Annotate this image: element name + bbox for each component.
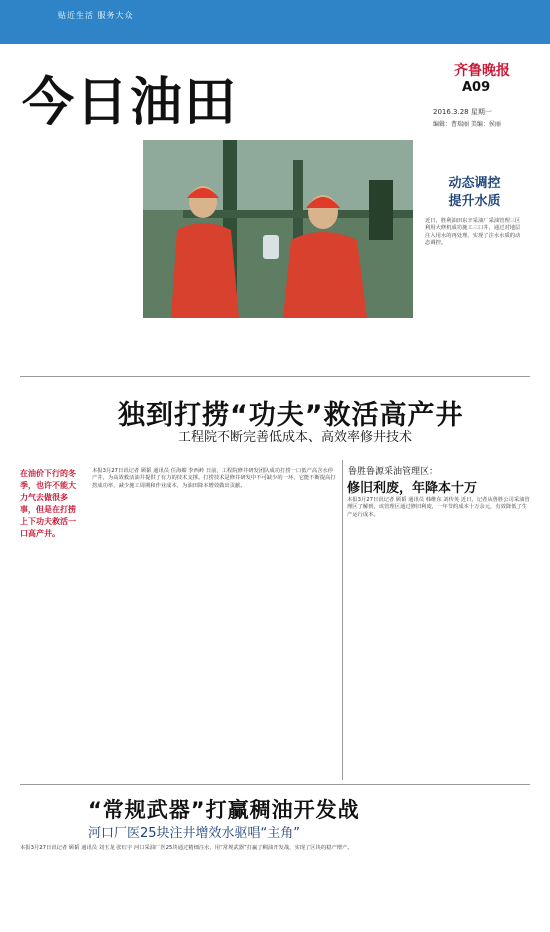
date-line: 2016.3.28 星期一	[433, 108, 492, 116]
story3-subheadline: 河口厂医25块注井增效水驱唱“主角”	[88, 826, 301, 841]
story3-body: 本报3月27日讯记者 顾韬 通讯员 刘玉龙 张红宇 河口采油厂医25块通过精细注水，用“常规武器”打赢了稠油开发战，实现了区块的稳产增产。	[20, 845, 353, 851]
column-divider	[342, 460, 343, 780]
page-title: 今日油田	[22, 72, 239, 133]
story-body: 本报3月27日讯记者 顾韬 通讯员 任海媚 李西岭 日前，工程院修井研发团队成功打捞一口低产高含水停产井，为高效救活油井提供了有力的技术支撑。打捞技术是修井研发中不可缺少的一环，它能不断提高打捞成功率，减少施工周期和作业成本，为油田降本增效做出贡献。	[92, 468, 336, 489]
newspaper-logo: 齐鲁晚报	[454, 63, 510, 79]
editors-line: 编辑：曹瑞丽 美编：侯丽	[433, 121, 501, 128]
side-story-title: 动态调控 提升水质	[448, 176, 501, 209]
workers-photo-illustration	[143, 140, 413, 318]
top-banner	[0, 0, 550, 44]
story2-body: 本报3月27日讯记者 顾韬 通讯员 韩维东 刘传英 近日，记者从鲁胜公司采油管理区了解到，该管理区通过修旧利废，一年节约成本十万余元，有效降低了生产运行成本。	[347, 497, 530, 518]
story2-headline: 修旧利废，年降本十万	[347, 481, 478, 496]
section-divider	[20, 784, 530, 785]
news-photo	[143, 140, 413, 318]
banner-slogan: 贴近生活 服务大众	[58, 11, 134, 20]
page-number: A09	[462, 80, 491, 95]
side-story-text: 近日，胜利油田东辛采油厂采油管理三区利用大修机成功施工三口井，通过对地层注入用水的再处理，实现了注水水质的动态调控。	[425, 218, 521, 247]
story3-headline: “常规武器”打赢稠油开发战	[88, 798, 360, 822]
story-lead-column: 在油价下行的冬季，也许不能大力气去做很多事，但是在打捞上下功夫救活一口高产井。	[20, 469, 76, 538]
story2-kicker: 鲁胜鲁源采油管理区：	[348, 467, 439, 477]
section-divider	[20, 376, 530, 377]
story-headline: 独到打捞“功夫”救活高产井	[118, 400, 464, 431]
story-subheadline: 工程院不断完善低成本、高效率修井技术	[178, 430, 413, 445]
